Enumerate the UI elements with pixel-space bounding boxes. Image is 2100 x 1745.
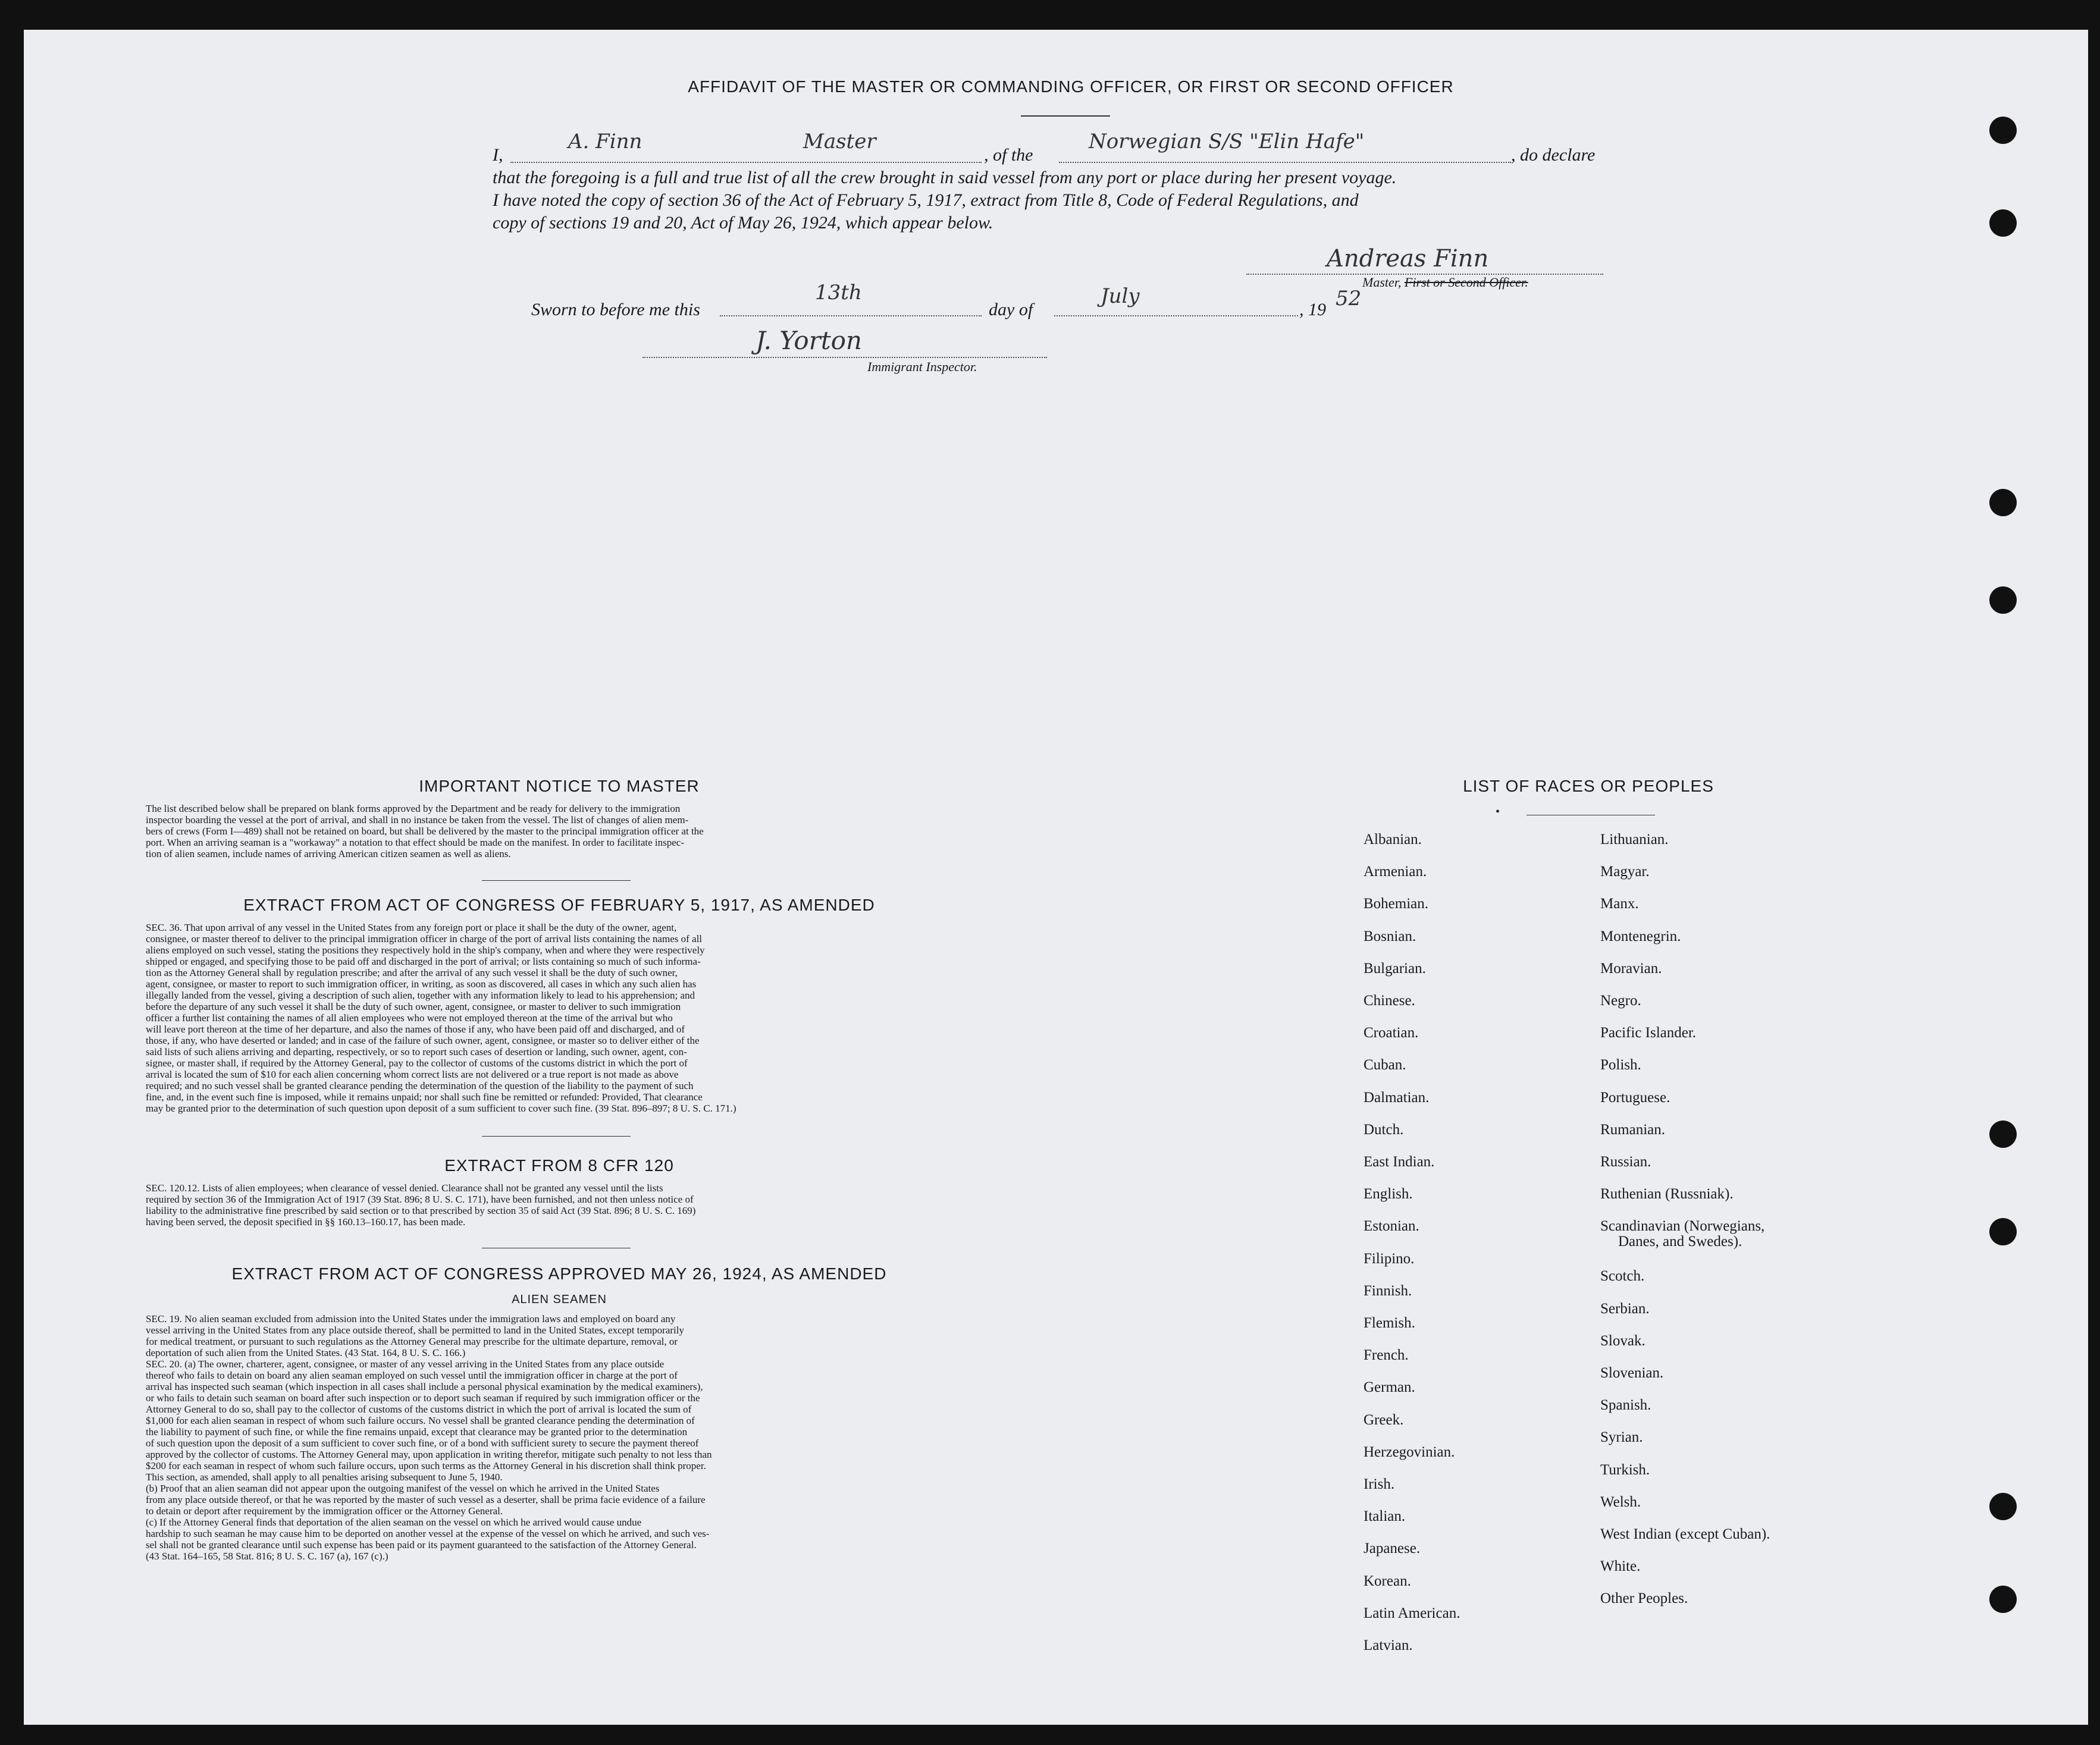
text-line: approved by the collector of customs. The Attorney General may, upon application in writing therefor, mitigate such penalty to not less than [146,1449,712,1460]
vessel-handwritten: Norwegian S/S "Elin Hafe" [1089,130,1365,153]
race-item: Serbian. [1600,1300,1650,1317]
text-line: $200 for each seaman in respect of whom such failure occurs, upon such terms as the Attorney General in his discretion shall think proper. [146,1460,706,1471]
text-line: SEC. 19. No alien seaman excluded from admission into the United States under the immigration laws and employed on board any [146,1313,676,1325]
race-item: Rumanian. [1600,1121,1666,1138]
inspector-signature: J. Yorton [756,326,862,355]
extract-1924-body [146,1313,1002,1562]
day-handwritten: 13th [815,281,862,305]
extract-8cfr-title: EXTRACT FROM 8 CFR 120 [444,1156,674,1175]
extract-1917-title: EXTRACT FROM ACT OF CONGRESS OF FEBRUARY 5, 1917, AS AMENDED [243,896,875,914]
text-line: inspector boarding the vessel at the port of arrival, and shall in no instance be taken from the vessel. The list of changes of alien mem- [146,814,689,826]
race-item: Latvian. [1364,1637,1413,1653]
race-item: Irish. [1364,1476,1395,1492]
text-line: said lists of such aliens arriving and departing, respectively, or so to report such cases of desertion or landing, such owner, agent, con- [146,1046,687,1057]
text-line: vessel arriving in the United States from any place outside thereof, shall be permitted to land in the United States, except temporarily [146,1325,684,1336]
race-item: Magyar. [1600,864,1650,880]
race-item: Welsh. [1600,1493,1641,1510]
text-line: port. When an arriving seaman is a "workaway" a notation to that effect should be made on the manifest. In order to facilitate inspec- [146,837,684,848]
month-line [1054,315,1298,316]
text-line: (43 Stat. 164–165, 58 Stat. 816; 8 U. S. C. 167 (a), 167 (c).) [146,1551,388,1562]
text-line: fine, and, in the event such fine is imposed, while it remains unpaid; nor shall such fine be remitted or refunded: Provided, That clearance [146,1091,703,1103]
race-item: Cuban. [1364,1057,1406,1074]
text-line: to detain or deport after requirement by the immigration officer or the Attorney General. [146,1505,503,1517]
affidavit-line-2: that the foregoing is a full and true list of all the crew brought in said vessel from any port or place during her present voyage. [493,168,1397,187]
race-item: German. [1364,1379,1415,1396]
text-line: the liability to payment of such fine, or while the fine remains unpaid, except that clearance may be granted prior to the determination [146,1426,688,1438]
year-handwritten: 52 [1336,287,1362,310]
text-line: having been served, the deposit specified in §§ 160.13–160.17, has been made. [146,1216,466,1228]
race-item: Japanese. [1364,1540,1421,1557]
race-item: Estonian. [1364,1218,1419,1235]
punch-hole [1989,1586,2017,1613]
master-rank-handwritten: Master [803,130,876,153]
officer-caption-master: Master, [1362,275,1402,290]
race-item: Pacific Islander. [1600,1025,1697,1041]
text-line: Attorney General to do so, shall pay to the collector of customs of the customs district in which the port of arrival is located the sum of [146,1404,692,1415]
race-item: Turkish. [1600,1461,1650,1478]
race-item: Latin American. [1364,1605,1460,1621]
text-line: of such question upon the deposit of a sum sufficient to cover such fine, or of a bond with sufficient surety to secure the payment thereof [146,1438,699,1449]
inspector-line [642,357,1047,358]
text-line: liability to the administrative fine prescribed by said section or to that prescribed by section 35 of said Act (39 Stat. 896; 8 U. S. C. 169) [146,1205,696,1216]
text-line: shipped or engaged, and specifying those to be paid off and discharged in the port of arrival; or lists containing so much of such informa- [146,956,701,967]
title-divider [1021,115,1110,117]
race-item: Portuguese. [1600,1089,1670,1106]
text-line: required; and no such vessel shall be granted clearance pending the determination of the question of the liability to the payment of such [146,1080,694,1091]
text-line: $1,000 for each alien seaman in respect of whom such failure occurs. No vessel shall be granted clearance pending the determination of [146,1415,695,1426]
text-line: This section, as amended, shall apply to all penalties arising subsequent to June 5, 1940. [146,1471,503,1483]
punch-hole [1989,586,2017,614]
text-line: SEC. 36. That upon arrival of any vessel in the United States from any foreign port or place it shall be the duty of the owner, agent, [146,922,677,933]
race-item: Flemish. [1364,1315,1415,1331]
race-item: Ruthenian (Russniak). [1600,1186,1734,1203]
race-item: Spanish. [1600,1397,1651,1414]
extract-8cfr-body [146,1182,1002,1228]
races-title: LIST OF RACES OR PEOPLES [1463,777,1714,795]
race-item: Albanian. [1364,831,1422,848]
text-line: officer a further list containing the names of all alien employees who were not employed thereon at the time of the arrival but who [146,1012,673,1024]
punch-hole [1989,489,2017,516]
master-signature: Andreas Finn [1327,245,1489,272]
race-item: Bohemian. [1364,896,1429,912]
race-item: Greek. [1364,1411,1404,1428]
race-item: Finnish. [1364,1282,1412,1299]
text-line: The list described below shall be prepared on blank forms approved by the Department and be ready for delivery to the immigration [146,803,681,814]
text-line: from any place outside thereof, or that he was reported by the master of such vessel as a deserter, shall be prima facie evidence of a failure [146,1494,706,1505]
notice-body [146,803,1002,859]
text-line: (c) If the Attorney General finds that deportation of the alien seaman on the vessel on which he arrived would cause undue [146,1517,642,1528]
race-item: White. [1600,1558,1641,1575]
year-label: , 19 [1299,300,1326,319]
text-line: will leave port thereon at the time of her departure, and also the names of those if any, who have been paid off and discharged, and of [146,1024,685,1035]
text-line: aliens employed on such vessel, stating the positions they respectively hold in the ship's company, when and where they were respectively [146,944,705,956]
race-item: Other Peoples. [1600,1590,1688,1607]
text-line: consignee, or master thereof to deliver to the principal immigration officer in charge of the port of arrival lists containing the names of all [146,933,703,944]
officer-caption-struck: First or Second Officer. [1404,275,1528,290]
text-line: hardship to such seaman he may cause him to be deported on another vessel at the expense of the vessel on which he arrived, and such ves- [146,1528,710,1539]
notice-title: IMPORTANT NOTICE TO MASTER [419,777,700,795]
master-name-handwritten: A. Finn [568,130,642,153]
day-of-label: day of [989,300,1033,319]
race-item: Armenian. [1364,864,1427,880]
race-item: West Indian (except Cuban). [1600,1526,1770,1542]
text-line: tion as the Attorney General shall by regulation prescribe; and after the arrival of any such vessel it shall be the duty of such owner, [146,967,678,978]
inspector-caption: Immigrant Inspector. [867,359,977,374]
punch-hole [1989,1218,2017,1245]
name-line [510,162,982,163]
punch-hole [1989,1493,2017,1520]
text-line: for medical treatment, or pursuant to such regulations as the Attorney General may prescribe for the ultimate departure, removal, or [146,1336,678,1347]
punch-hole [1989,209,2017,237]
text-line: required by section 36 of the Immigration Act of 1917 (39 Stat. 896; 8 U. S. C. 171), have been furnished, and not then unless notice of [146,1194,694,1205]
extract-1917-body [146,922,1002,1114]
text-line: tion of alien seamen, include names of arriving American citizen seamen as well as aliens. [146,848,511,859]
punch-hole [1989,1121,2017,1148]
text-line: or who fails to detain such seaman on board after such inspection or to deport such seaman if required by such immigration officer or the [146,1392,700,1404]
text-line: bers of crews (Form I—489) shall not be retained on board, but shall be delivered by the master to the principal immigration officer at the [146,826,704,837]
races-marker: • [1496,805,1500,818]
race-item: Montenegrin. [1600,928,1681,944]
race-item: Bulgarian. [1364,960,1426,977]
affidavit-intro: I, [493,145,503,165]
race-item: French. [1364,1347,1409,1364]
text-line: agent, consignee, or master to report to such immigration officer, in writing, as soon as discovered, all cases in which any such alien has [146,978,697,990]
month-handwritten: July [1101,284,1140,308]
punch-hole [1989,117,2017,144]
affidavit-line-4: copy of sections 19 and 20, Act of May 26, 1924, which appear below. [493,213,993,233]
text-line: (b) Proof that an alien seaman did not appear upon the outgoing manifest of the vessel on which he arrived in the United States [146,1483,660,1494]
race-item: Italian. [1364,1508,1406,1525]
extract-1924-subtitle: ALIEN SEAMEN [512,1293,607,1306]
race-item: Russian. [1600,1154,1651,1170]
race-item: Lithuanian. [1600,831,1669,848]
race-item: Manx. [1600,896,1639,912]
race-item: Polish. [1600,1057,1641,1074]
sworn-label: Sworn to before me this [531,300,700,319]
vessel-line [1059,162,1511,163]
text-line: deportation of such alien from the United States. (43 Stat. 164, 8 U. S. C. 166.) [146,1347,466,1358]
text-line: arrival is located the sum of $10 for each alien concerning whom correct lists are not delivered or a true report is not made as above [146,1069,679,1080]
race-item: Croatian. [1364,1025,1419,1041]
section-divider [482,1136,631,1137]
race-item: Negro. [1600,993,1641,1009]
race-item: English. [1364,1186,1413,1203]
race-item: Slovenian. [1600,1365,1664,1381]
text-line: those, if any, who have deserted or landed; and in case of the failure of such owner, agent, consignee, or master so to deliver either of the [146,1035,700,1046]
affidavit-title: AFFIDAVIT OF THE MASTER OR COMMANDING OFFICER, OR FIRST OR SECOND OFFICER [688,77,1454,96]
text-line: before the departure of any such vessel it shall be the duty of such owner, agent, consignee, or master to deliver to such immigration [146,1001,681,1012]
race-item: Chinese. [1364,993,1415,1009]
race-item: Moravian. [1600,960,1662,977]
officer-caption [1362,275,1528,290]
text-line: sel shall not be granted clearance until such expense has been paid or its payment guaranteed to the satisfaction of the Attorney General. [146,1539,697,1551]
text-line: SEC. 120.12. Lists of alien employees; when clearance of vessel denied. Clearance shall not be granted any vessel until the lists [146,1182,663,1194]
race-item: Syrian. [1600,1429,1643,1446]
race-item: Filipino. [1364,1250,1415,1267]
race-item: East Indian. [1364,1154,1435,1170]
text-line: thereof who fails to detain on board any alien seaman employed on such vessel until the immigration officer in charge at the port of [146,1370,678,1381]
day-line [720,315,982,316]
of-the-label: , of the [984,145,1033,165]
race-item: Slovak. [1600,1332,1645,1349]
text-line: arrival has inspected such seaman (which inspection in all cases shall include a personal physical examination by the medical examiners), [146,1381,703,1392]
affidavit-line-3: I have noted the copy of section 36 of the Act of February 5, 1917, extract from Title 8, Code of Federal Regulations, and [493,190,1359,210]
race-item: Korean. [1364,1573,1411,1589]
section-divider [482,880,631,881]
race-item: Dalmatian. [1364,1089,1430,1106]
race-item: Bosnian. [1364,928,1416,944]
race-item: Dutch. [1364,1121,1404,1138]
race-item: Herzegovinian. [1364,1443,1455,1460]
race-item: Scandinavian (Norwegians, [1600,1218,1765,1235]
text-line: illegally landed from the vessel, giving a description of such alien, together with any information likely to lead to his apprehension; and [146,990,695,1001]
text-line: may be granted prior to the determination of such question upon deposit of a sum sufficient to cover such fine. (39 Stat. 896–897; 8 U. S. C. 171.) [146,1103,736,1114]
do-declare-label: , do declare [1511,145,1596,165]
text-line: SEC. 20. (a) The owner, charterer, agent, consignee, or master of any vessel arriving in the United States from any place outside [146,1358,665,1370]
race-item: Scotch. [1600,1268,1645,1285]
text-line: signee, or master shall, if required by the Attorney General, pay to the collector of customs of the customs district in which the port of [146,1057,688,1069]
extract-1924-title: EXTRACT FROM ACT OF CONGRESS APPROVED MAY 26, 1924, AS AMENDED [231,1264,887,1283]
race-item: Danes, and Swedes). [1618,1234,1742,1250]
